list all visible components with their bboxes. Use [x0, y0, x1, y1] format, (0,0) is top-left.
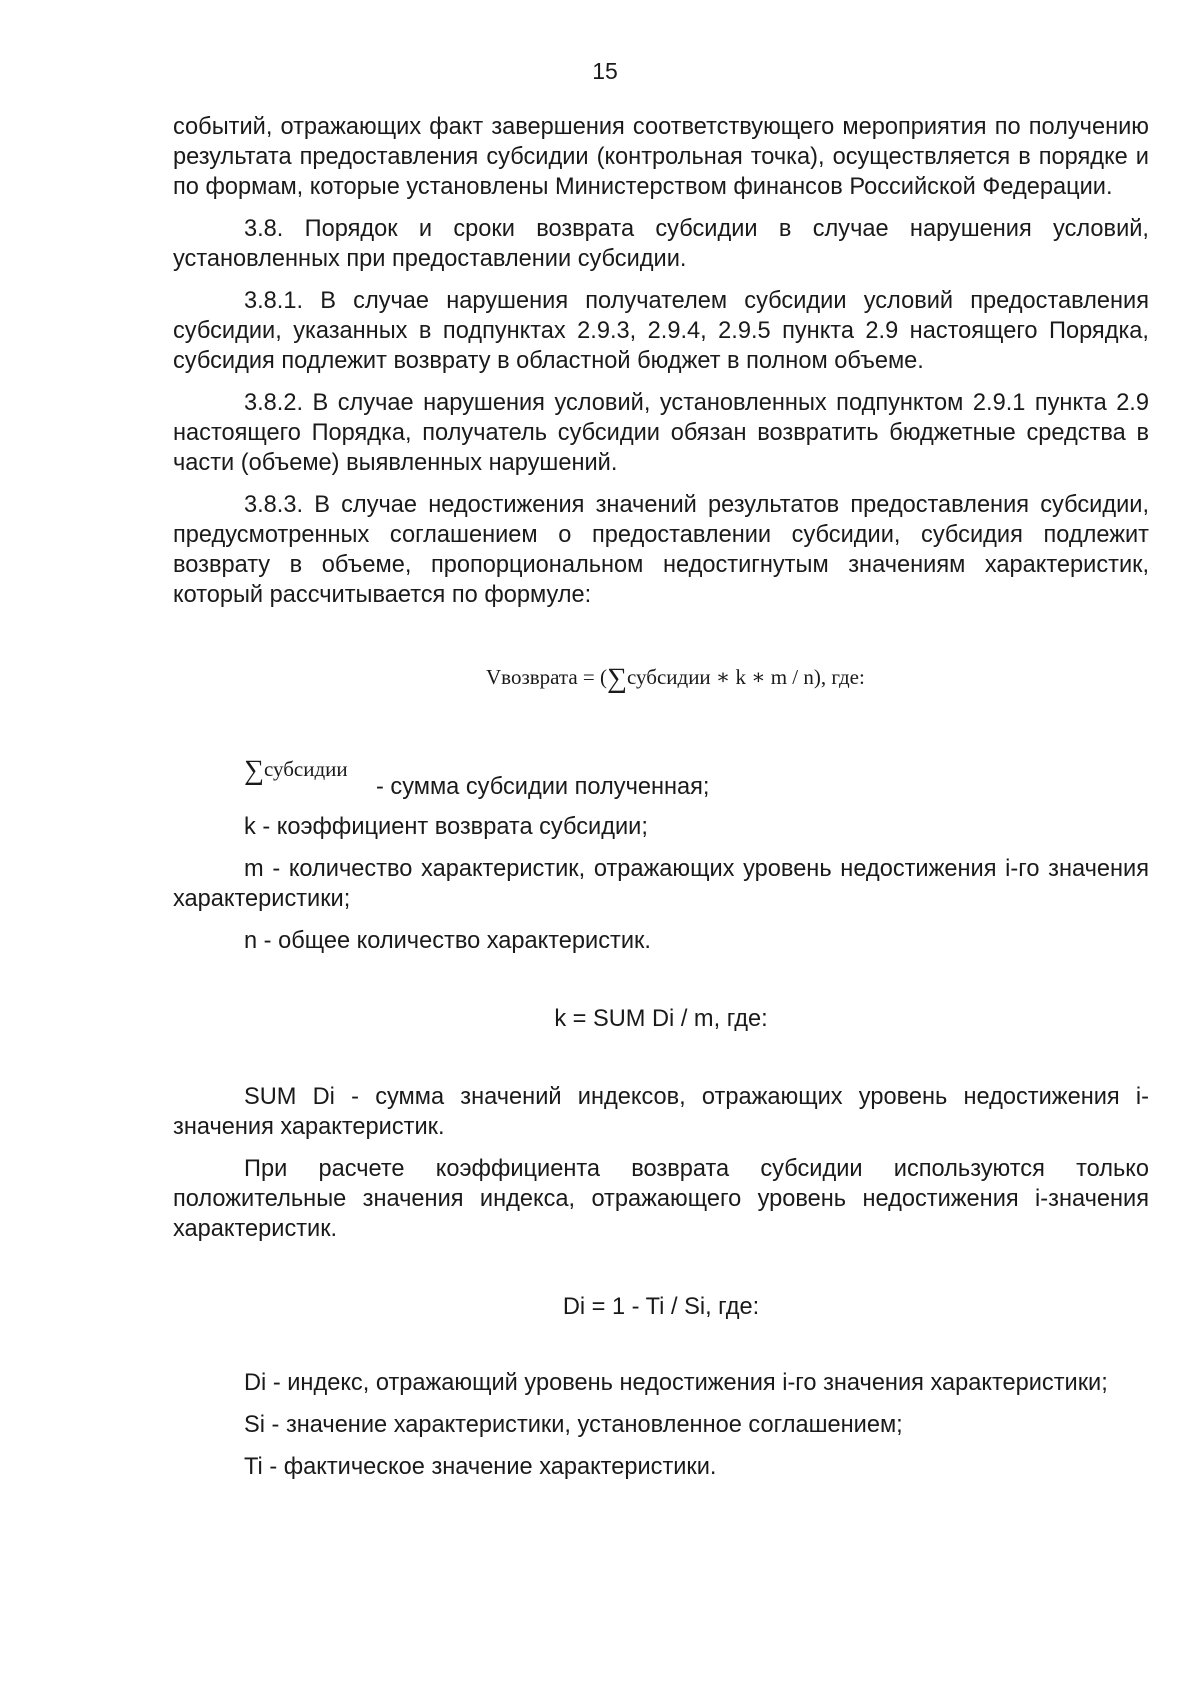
definition-di: Di - индекс, отражающий уровень недостижения i-го значения характеристики; — [244, 1370, 1108, 1396]
sum-symbol: ∑ — [607, 663, 627, 694]
paragraph-continuation: событий, отражающих факт завершения соответствующего мероприятия по получению результата предоставления субсидии (контрольная точка), осуществляется в порядке и по формам, которые установлены Министерством финансов Российской Федерации. — [173, 114, 1149, 200]
definition-m: m - количество характеристик, отражающих уровень недостижения i-го значения характеристики; — [173, 856, 1149, 912]
sum-subsidy-description: - сумма субсидии полученная; — [376, 774, 710, 800]
paragraph-3-8-1: 3.8.1. В случае нарушения получателем субсидии условий предоставления субсидии, указанных в подпунктах 2.9.3, 2.9.4, 2.9.5 пункта 2.9 настоящего Порядка, субсидия подлежит возврату в областной бюджет в полном объеме. — [173, 288, 1149, 374]
paragraph-3-8: 3.8. Порядок и сроки возврата субсидии в случае нарушения условий, установленных при предоставлении субсидии. — [173, 216, 1149, 272]
definition-n: n - общее количество характеристик. — [244, 928, 651, 954]
paragraph-3-8-2: 3.8.2. В случае нарушения условий, установленных подпунктом 2.9.1 пункта 2.9 настоящего Порядка, получатель субсидии обязан возвратить бюджетные средства в части (объеме) выявленных нарушений. — [173, 390, 1149, 476]
definition-ti: Ti - фактическое значение характеристики. — [244, 1454, 717, 1480]
paragraph-3-8-3: 3.8.3. В случае недостижения значений результатов предоставления субсидии, предусмотренных соглашением о предоставлении субсидии, субсидия подлежит возврату в объеме, пропорциональном недостигнутым значениям характеристик, который рассчитывается по формуле: — [173, 492, 1149, 608]
sum-symbol: ∑ — [244, 755, 264, 786]
definition-k: k - коэффициент возврата субсидии; — [244, 814, 648, 840]
formula-return-volume — [173, 662, 1149, 762]
sum-subsidy-symbol — [244, 754, 348, 786]
formula-v-left: Vвозврата = ( — [486, 665, 608, 689]
page-number: 15 — [592, 58, 618, 84]
definition-sum-di: SUM Di - сумма значений индексов, отражающих уровень недостижения i-значения характеристик. — [173, 1084, 1149, 1140]
sum-word: субсидии — [263, 757, 348, 781]
formula-di: Di = 1 - Ti / Si, где: — [562, 1294, 760, 1320]
formula-v-right: субсидии ∗ k ∗ m / n), где: — [627, 665, 865, 689]
formula-k: k = SUM Di / m, где: — [554, 1006, 768, 1032]
note-positive-values: При расчете коэффициента возврата субсидии используются только положительные значения индекса, отражающего уровень недостижения i-значения характеристик. — [173, 1156, 1149, 1242]
definition-sum-subsidy — [173, 755, 1149, 802]
document-body — [173, 112, 1149, 1494]
definition-si: Si - значение характеристики, установленное соглашением; — [244, 1412, 903, 1438]
